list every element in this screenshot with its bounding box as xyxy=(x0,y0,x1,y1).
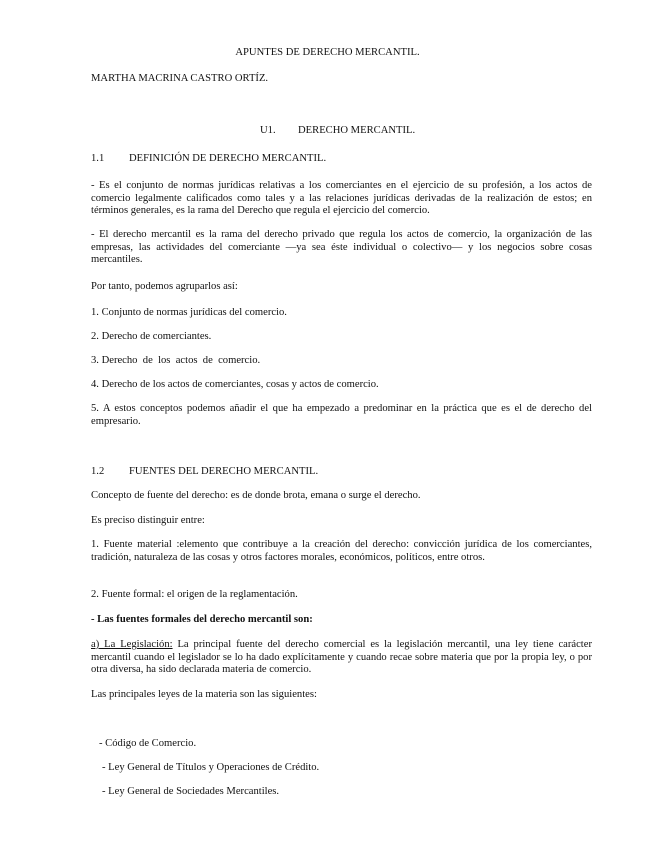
source-concept: Concepto de fuente del derecho: es de donde brota, emana o surge el derecho. xyxy=(91,490,421,501)
unit-heading xyxy=(260,125,415,138)
list-item: 1. Conjunto de normas jurídicas del comercio. xyxy=(91,307,287,318)
distinguish-intro: Es preciso distinguir entre: xyxy=(91,515,205,526)
list-item: 3. Derecho de los actos de comercio. xyxy=(91,355,261,366)
legislation-label: a) La Legislación: xyxy=(91,639,173,650)
section-1-number: 1.1 xyxy=(91,153,105,164)
laws-intro: Las principales leyes de la materia son las siguientes: xyxy=(91,689,317,700)
definition-paragraph-1: - Es el conjunto de normas jurídicas relativas a los comerciantes en el ejercicio de su profesión, a los actos de comercio legalmente calificados como tales y a las relaciones jurídicas derivadas de la realización de estos; en términos generales, es la rama del Derecho que regula el ejercicio del comercio. xyxy=(91,180,592,217)
section-1-heading xyxy=(91,153,326,166)
material-source-item: 1. Fuente material :elemento que contribuye a la creación del derecho: convicción jurídica de los comerciantes, tradición, naturaleza de las cosas y otros factores morales, económicos, políticos, entre otros. xyxy=(91,539,592,563)
document-title: APUNTES DE DERECHO MERCANTIL. xyxy=(235,47,420,58)
formal-sources-heading: - Las fuentes formales del derecho mercantil son: xyxy=(91,614,313,625)
section-2-title: FUENTES DEL DERECHO MERCANTIL. xyxy=(129,466,319,477)
author-name: MARTHA MACRINA CASTRO ORTÍZ. xyxy=(91,73,269,84)
section-2-heading xyxy=(91,466,318,479)
legislation-text: La principal fuente del derecho comercial es la legislación mercantil, una ley tiene carácter mercantil cuando el legislador se lo ha dado explícitamente y cuando recae sobre materia que por la propia ley, o por otra diversa, ha sido declarada materia de comercio. xyxy=(91,639,592,676)
list-item: 5. A estos conceptos podemos añadir el que ha empezado a predominar en la práctica que es el de derecho del empresario. xyxy=(91,403,592,427)
section-2-number: 1.2 xyxy=(91,466,105,477)
grouping-intro: Por tanto, podemos agruparlos así: xyxy=(91,281,238,292)
definition-paragraph-2: - El derecho mercantil es la rama del derecho privado que regula los actos de comercio, la organización de las empresas, las actividades del comerciante —ya sea éste individual o colectivo— y los negocios sobre cosas mercantiles. xyxy=(91,229,592,266)
list-item: 4. Derecho de los actos de comerciantes, cosas y actos de comercio. xyxy=(91,379,379,390)
law-item: - Código de Comercio. xyxy=(99,738,197,749)
unit-title: DERECHO MERCANTIL. xyxy=(298,125,416,136)
formal-source-item: 2. Fuente formal: el origen de la reglamentación. xyxy=(91,589,298,600)
section-1-title: DEFINICIÓN DE DERECHO MERCANTIL. xyxy=(129,153,327,164)
law-item: - Ley General de Títulos y Operaciones de Crédito. xyxy=(102,762,320,773)
law-item: - Ley General de Sociedades Mercantiles. xyxy=(102,786,280,797)
list-item: 2. Derecho de comerciantes. xyxy=(91,331,212,342)
unit-number: U1. xyxy=(260,125,276,136)
legislation-paragraph xyxy=(91,639,592,677)
